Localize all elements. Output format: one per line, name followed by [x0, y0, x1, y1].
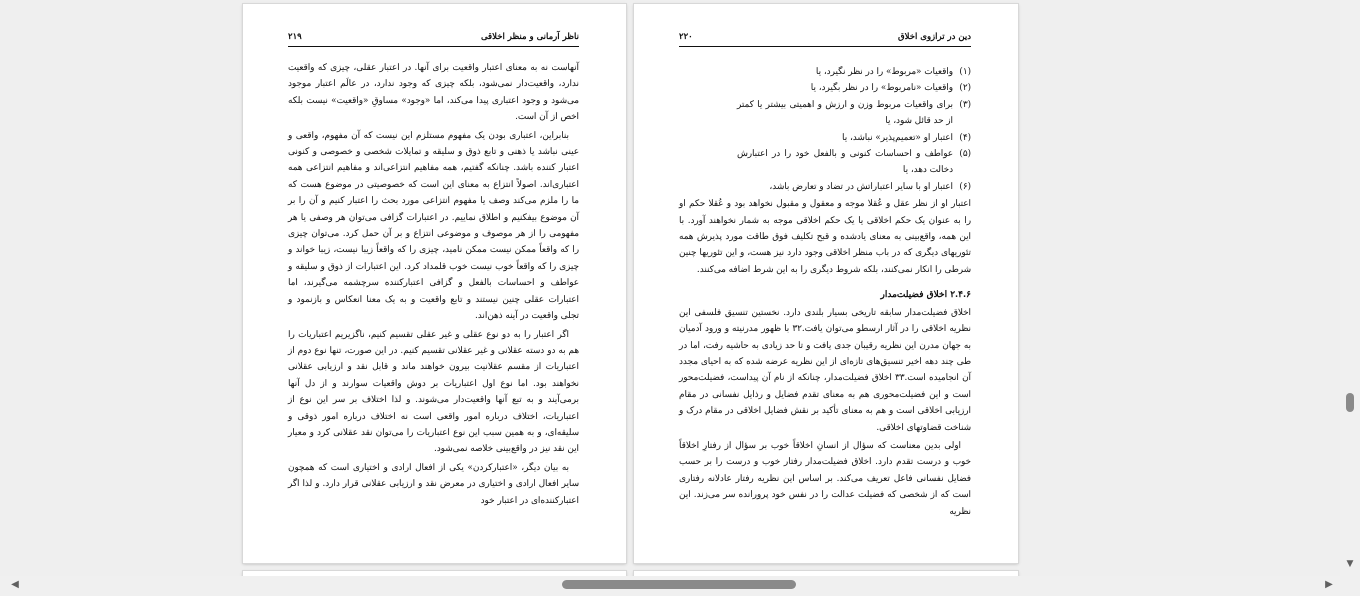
paragraph: اخلاق فضیلت‌مدار سابقه تاریخی بسیار بلندی دارد. نخستین تنسیق فلسفی این نظریه اخلاقی را در آثار ارسطو می‌توان یافت.۳۲ با ظهور مدرنیته و ورود آدمیان به جهان مدرن این نظریه رقیبان جدی یافت و تا حد زیادی به حاشیه رفت، اما در طی چند دهه اخیر تنسیق‌های تازه‌ای از این نظریه عرضه شده که به احیای مجدد آن انجامیده است.۳۳ اخلاق فضیلت‌مدار، چنانکه از نام آن پیداست، فضیلت‌محور است و این فضیلت‌محوری هم به معنای تقدم فضایل و رذایل نفسانی در مقام ارزیابی اخلاقی است و هم به معنای تأکید بر نقش فضایل اخلاقی در مقام درک و شناخت قضاوتهای اخلاقی.: [679, 307, 972, 433]
list-number: (۳): [959, 99, 971, 110]
list-item: [679, 97, 971, 130]
page-number: ۲۱۹: [288, 32, 302, 42]
list-text: برای واقعیات مربوط وزن و ارزش و اهمیتی بیشتر یا کمتر از حد قائل شود، یا: [737, 99, 953, 127]
horizontal-scrollbar-thumb[interactable]: [562, 580, 796, 589]
page-body: [288, 60, 579, 511]
scrollbar-corner: [1340, 576, 1360, 596]
header-title: دین در ترازوی اخلاق: [898, 32, 971, 42]
list-number: (۵): [959, 149, 971, 160]
list-number: (۲): [959, 83, 971, 94]
page-body: [679, 64, 971, 522]
list-number: (۱): [959, 67, 971, 77]
paragraph: به بیان دیگر، «اعتبارکردن» یکی از افعال ارادی و اختیاری است که همچون سایر افعال ارادی و اختیاری در معرض نقد و ارزیابی عقلانی قرار دارد. و لذا اگر اعتبارکننده‌ای در اعتبار خود: [288, 462, 579, 506]
list-text: اعتبار او با سایر اعتباراتش در تضاد و تعارض باشد،: [769, 181, 953, 192]
running-header: [288, 30, 579, 47]
scroll-left-arrow-icon[interactable]: ◀: [11, 579, 19, 590]
list-item: [679, 179, 971, 195]
paragraph: اولی بدین معناست که سؤال از انسانِ اخلاقاً خوب بر سؤال از رفتارِ اخلاقاً خوب و درست تقدم دارد. اخلاق فضیلت‌مدار رفتار خوب و درست را بر حسب فضایل نفسانی فاعل تعریف می‌کند. بر اساس این نظریه رفتار عادلانه رفتاری است که از شخصی که فضیلت عدالت را در نفس خود پرورانده سر می‌زند. این نظریه: [679, 440, 971, 517]
list-number: (۶): [959, 181, 971, 192]
list-number: (۴): [959, 132, 971, 143]
list-text: اعتبار او «تعمیم‌پذیر» نباشد، یا: [842, 132, 953, 143]
numbered-list: [679, 64, 971, 195]
paragraph: اعتبار او از نظر عقل و عُقلا موجه و معقول و مقبول نخواهد بود و عُقلا حکم او را به عنوان یک حکم اخلاقی یا یک حکم اخلاقی موجه به شمار نخواهند آورد. با این همه، واقع‌بینی به معنای یادشده و قبح تکلیف فوق طاقت مورد پذیرش همه تئوریهای دیگری که در باب منظر اخلاقی وجود دارد نیز هست، و این تئوریها چنین شرطی را انکار نمی‌کنند، بلکه شروط دیگری را به این شرط اضافه می‌کنند.: [679, 199, 971, 275]
list-text: عواطف و احساسات کنونی و بالفعل خود را در اعتبارش دخالت دهد، یا: [737, 149, 953, 176]
section-heading: ۲.۴.۶ اخلاق فضیلت‌مدار: [880, 290, 971, 301]
paragraph: بنابراین، اعتباری بودن یک مفهوم مستلزم این نیست که آن مفهوم، واقعی و عینی نباشد یا ذهنی و تابع ذوق و سلیقه و تمایلات شخصی و خصوصی و کنونی اعتبار کننده باشد. چنانکه گفتیم، همه مفاهیم انتزاعی‌اند و مفاهیم انتزاعی همه اعتباری‌اند. اصولاً انتزاع به معنای این است که خصوصیتی در موضوع هست که ما را ملزم می‌کند وصف یا مفهوم انتزاعی مورد بحث را اعتبار کنیم و آن را بر آن موضوع بیفکنیم و اطلاق نماییم. در اعتبارات گزافی می‌توان هر وصفی یا هر مفهومی را از هر موصوف و موضوعی انتزاع و بر آن حمل کرد. می‌توان چیزی را که واقعاً ممکن نیست ممکن نامید، چیزی را که واقعاً زیبا نیست، زیبا خواند و چیزی را که واقعاً خوب نیست خوب قلمداد کرد. این اعتبارات از ذوق و سلیقه و عواطف و احساسات بالفعل و گزافی اعتبارکننده سرچشمه می‌گیرند، اما اعتبارات عقلی چنین نیستند و تابع واقعیت و به یک معنا انعکاس و بازنمود و تجلی واقعیت در آینه ذهن‌اند.: [288, 130, 579, 322]
scroll-right-arrow-icon[interactable]: ▶: [1325, 579, 1333, 590]
page-220: [634, 4, 1018, 563]
list-text: واقعیات «مربوط» را در نظر نگیرد، یا: [815, 67, 953, 77]
vertical-scrollbar-thumb[interactable]: [1346, 393, 1354, 412]
running-header: [679, 30, 971, 47]
list-item: [679, 130, 971, 146]
page-219: [243, 4, 626, 563]
paragraph: اگر اعتبار را به دو نوع عقلی و غیر عقلی تقسیم کنیم، ناگزیریم اعتباریات را هم به دو دسته عقلانی و غیر عقلانی تقسیم کنیم. در این صورت، تنها نوع دوم از اعتباریات از مقسم عقلانیت بیرون خواهند ماند و قابل نقد و ارزیابی عقلانی نخواهند بود. اما نوع اول اعتباریات بر دوش واقعیات سوارند و از دل آنها برمی‌آیند و به تبع آنها واقعیت‌دار می‌شوند. و لذا اختلاف بر سر این نوع از اعتباریات، اختلاف درباره امور واقعی است نه اختلاف درباره امور ذوقی و سلیقه‌ای، و به همین سبب این نوع اعتباریات را می‌توان نقد عقلانی کرد و معیار این نقد نیز در واقع‌بینی خلاصه نمی‌شود.: [288, 329, 579, 455]
list-text: واقعیات «نامربوط» را در نظر بگیرد، یا: [810, 83, 953, 94]
header-title: ناظر آرمانی و منظر اخلاقی: [480, 32, 579, 42]
list-item: [679, 64, 971, 80]
page-number: ۲۲۰: [679, 32, 693, 42]
paragraph: آنهاست نه به معنای اعتبار واقعیت برای آنها. در اعتبار عقلی، چیزی که واقعیت ندارد، واقعیت‌دار نمی‌شود، بلکه چیزی که وجود ندارد، در عالَم اعتبار موجود می‌شود و وجود اعتباری پیدا می‌کند، اما «وجود» مساوقِ «واقعیت» نیست بلکه اخص از آن است.: [288, 63, 579, 123]
horizontal-scrollbar[interactable]: [0, 576, 1340, 596]
vertical-scrollbar[interactable]: [1340, 0, 1360, 576]
list-item: [679, 146, 971, 179]
list-item: [679, 80, 971, 96]
scroll-down-arrow-icon[interactable]: ▼: [1346, 559, 1354, 569]
